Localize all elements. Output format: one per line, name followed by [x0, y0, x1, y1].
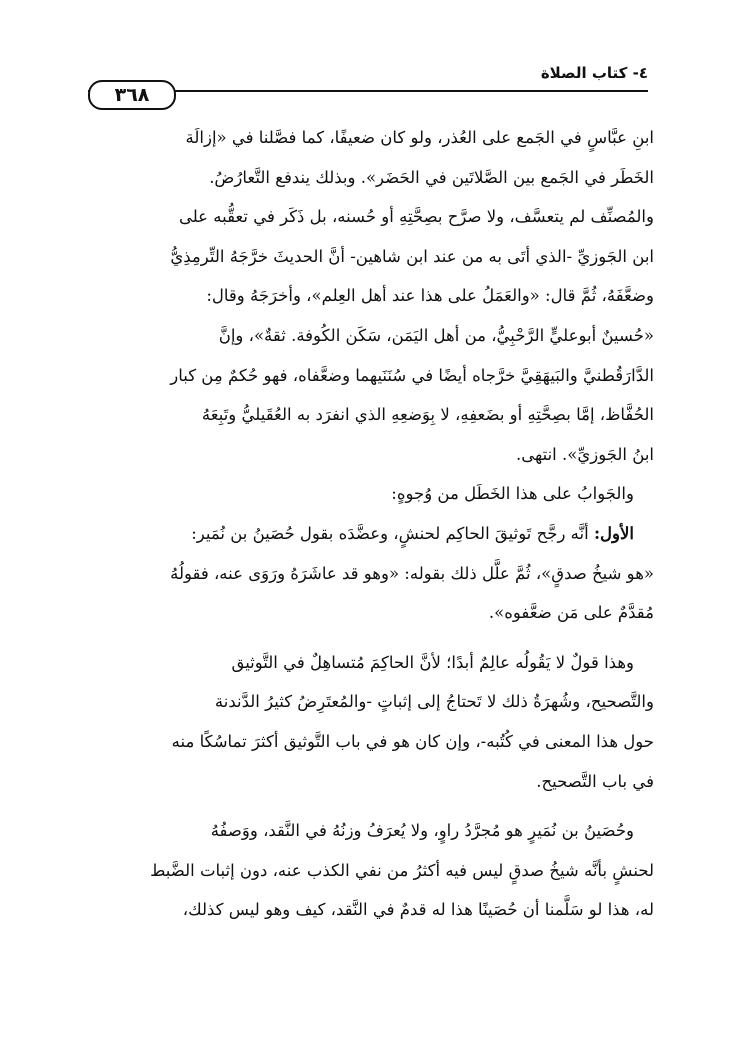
- text-span: أنَّه رجَّح تَوثيقَ الحاكِم لحنشٍ، وعضَّدَه بقول حُصَينُ بن نُمَير:: [191, 523, 594, 543]
- text-line: حول هذا المعنى في كُتُبه-، وإن كان هو في باب التَّوثيق أكثرَ تماسُكًا منه: [171, 731, 654, 751]
- text-line: مُقدَّمٌ على مَن ضعَّفوه».: [488, 603, 654, 623]
- paragraph-gap: [80, 633, 654, 643]
- page-header: [88, 62, 648, 106]
- text-line: ابنُ الجَوزيِّ». انتهى.: [516, 444, 654, 464]
- text-line: ابنِ عبَّاسٍ في الجَمع على العُذر، ولو كان ضعيفًا، كما فصَّلنا في «إزالَة: [185, 128, 654, 147]
- text-line: لحنشٍ بأنَّه شيخُ صدقٍ ليس فيه أكثرُ من نفي الكذب عنه، دون إثبات الضَّبط: [150, 860, 654, 880]
- paragraph-2: [80, 474, 654, 514]
- text-line: في باب التَّصحيح.: [536, 771, 654, 791]
- text-line: ابن الجَوزيِّ -الذي أتَى به من عند ابن شاهين- أنَّ الحديثَ خرَّجَهُ التِّرمِذِيُّ: [170, 246, 654, 266]
- point-heading: الأول:: [593, 523, 634, 543]
- text-line: وضعَّفَهُ، ثُمَّ قال: «والعَمَلُ على هذا عند أهل العِلم»، وأخرَجَهُ وقال:: [206, 286, 654, 306]
- text-line: له، هذا لو سَلَّمنا أن حُصَينًا هذا له قدمٌ في النَّقد، كيف وهو ليس كذلك،: [182, 900, 654, 920]
- text-line: الحُفَّاظ، إمَّا بصِحَّتِهِ أو بضَعفِهِ، لا بِوَضعِهِ الذي انفرَد به العُقَيليُّ وتَبِعَهُ: [201, 405, 654, 425]
- page-number: ٣٦٨: [88, 80, 176, 110]
- paragraph-3: [80, 514, 654, 633]
- page-body: [80, 118, 654, 930]
- text-line: «حُسينٌ أبوعليٍّ الرَّحْبِيُّ، من أهل اليَمَن، سَكَن الكُوفة. ثقةٌ»، وإنَّ: [218, 325, 654, 345]
- text-line: والتَّصحيح، وشُهرَةُ ذلك لا تَحتاجُ إلى إثباتٍ -والمُعتَرِضُ كثيرُ الدَّندنة: [214, 692, 654, 712]
- paragraph-1: [80, 118, 654, 474]
- text-line: «هو شيخُ صدقٍ»، ثُمَّ علَّل ذلك بقوله: «وهو قد عاشَرَهُ ورَوَى عنه، فقولُهُ: [170, 563, 654, 583]
- text-line: والمُصنِّف لم يتعسَّف، ولا صرَّح بصِحَّتِهِ أو حُسنه، بل ذَكَر في تعقُّبه على: [178, 207, 654, 227]
- text-line: [80, 514, 654, 554]
- text-line: الخَطَر في الجَمع بين الصَّلاتَين في الحَضَر». وبذلك يندفع التَّعارُضُ.: [209, 167, 654, 187]
- text-line: وحُصَينُ بن نُمَيرٍ هو مُجرَّدُ راوٍ، ولا يُعرَفُ وزنُهُ في النَّقد، ووَصفُهُ: [210, 821, 634, 841]
- paragraph-5: [80, 811, 654, 930]
- paragraph-4: [80, 643, 654, 801]
- text-line: وهذا قولٌ لا يَقُولُه عالِمٌ أبدًا؛ لأنَّ الحاكِمَ مُتساهِلٌ في التَّوثيق: [231, 652, 634, 672]
- text-line: والجَوابُ على هذا الخَطَل من وُجوهٍ:: [391, 484, 634, 504]
- text-line: الدَّارَقُطنيَّ والبَيهَقِيَّ خرَّجاه أيضًا في سُنَنَيهما وضعَّفاه، فهو حُكمٌ مِن كبار: [170, 365, 654, 385]
- chapter-title: ٤- كتاب الصلاة: [540, 64, 648, 82]
- paragraph-gap: [80, 801, 654, 811]
